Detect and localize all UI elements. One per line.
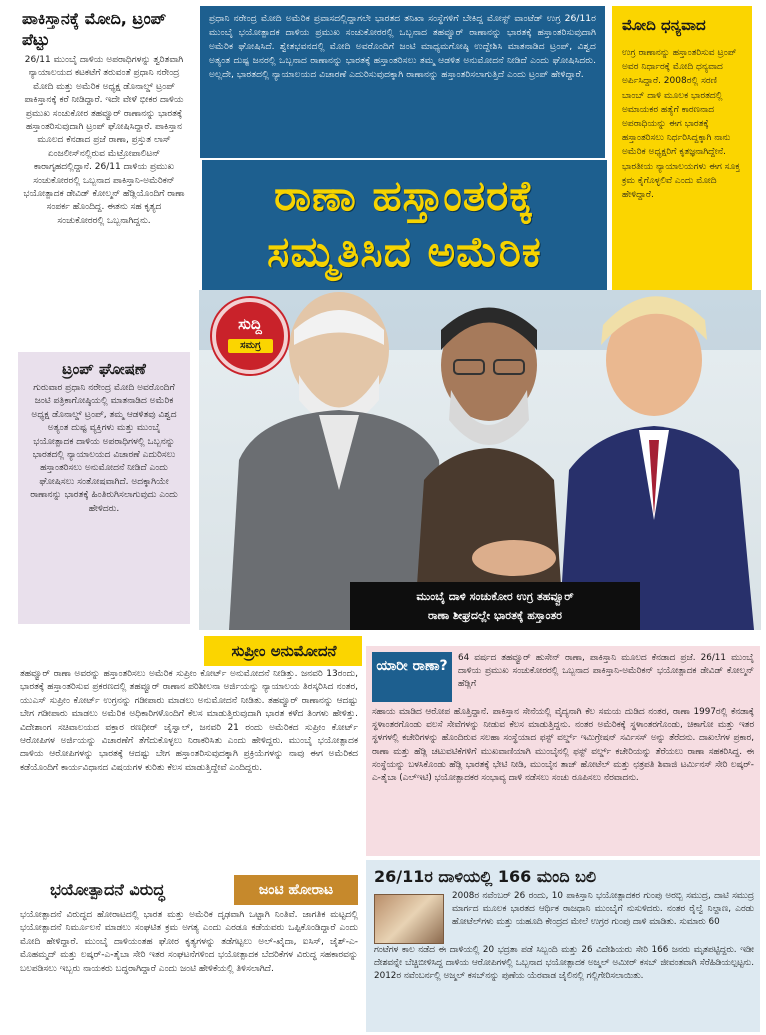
article-modi-thanks-body: ಉಗ್ರ ರಾಣಾನನ್ನು ಹಸ್ತಾಂತರಿಸುವ ಟ್ರಂಪ್ ಅವರ ನಿರ್ಧಾರಕ್ಕೆ ಮೋದಿ ಧನ್ಯವಾದ ಅರ್ಪಿಸಿದ್ದಾರೆ. 2008ರಲ್ಲಿ ಸರಣಿ ಬಾಂಬ್ ದಾಳಿ ಮೂಲಕ ಭಾರತದಲ್ಲಿ ಅಮಾಯಕರ ಹತ್ಯೆಗೆ ಕಾರಣನಾದ ಅಪರಾಧಿಯನ್ನು ಈಗ ಭಾರತಕ್ಕೆ ಹಸ್ತಾಂತರಿಸಲು ನಿರ್ಧರಿಸಿದ್ದಕ್ಕಾಗಿ ನಾನು ಅಮೆರಿಕ ಅಧ್ಯಕ್ಷರಿಗೆ ಕೃತಜ್ಞನಾಗಿದ್ದೇನೆ. ಭಾರತೀಯ ನ್ಯಾಯಾಲಯಗಳು ಈಗ ಸೂಕ್ತ ಕ್ರಮ ಕೈಗೊಳ್ಳಲಿವೆ ಎಂದು ಮೋದಿ ಹೇಳಿದ್ದಾರೆ. [622, 48, 741, 201]
article-who-is-rana [366, 646, 760, 856]
article-pakistan-headline: ಪಾಕಿಸ್ತಾನಕ್ಕೆ ಮೋದಿ, ಟ್ರಂಪ್ ಪೆಟ್ಟು [22, 9, 167, 49]
article-trump-announcement [18, 352, 190, 624]
article-struggle-headline-b: ಜಂಟಿ ಹೋರಾಟ [234, 875, 358, 905]
article-modi-thanks-headline: ಮೋದಿ ಧನ್ಯವಾದ [622, 16, 706, 34]
article-modi-thanks [612, 6, 752, 292]
main-headline-line-1: ರಾಣಾ ಹಸ್ತಾಂತರಕ್ಕೆ [274, 171, 535, 220]
article-attack-headline: 26/11ರ ದಾಳಿಯಲ್ಲಿ 166 ಮಂದಿ ಬಲಿ [374, 867, 597, 886]
attack-photo [374, 894, 444, 944]
article-joint-struggle [14, 873, 362, 1031]
article-who-body-a: 64 ವರ್ಷದ ತಹವ್ವೂರ್ ಹುಸೇನ್ ರಾಣಾ, ಪಾಕಿಸ್ತಾನಿ ಮೂಲದ ಕೆನಡಾದ ಪ್ರಜೆ. 26/11 ಮುಂಬೈ ದಾಳಿಯ ಪ್ರಮುಖ ಸಂಚುಕೋರರಲ್ಲಿ ಒಬ್ಬನಾದ ಪಾಕಿಸ್ತಾನಿ-ಅಮೆರಿಕನ್ ಭಯೋತ್ಪಾದಕ ಡೇವಿಡ್ ಕೋಲ್ಮನ್ ಹೆಡ್ಲಿಗೆ [458, 653, 754, 689]
article-trump-body: ಗುರುವಾರ ಪ್ರಧಾನಿ ನರೇಂದ್ರ ಮೋದಿ ಅವರೊಂದಿಗೆ ಜಂಟಿ ಪತ್ರಿಕಾಗೋಷ್ಠಿಯಲ್ಲಿ ಮಾತನಾಡಿದ ಅಮೆರಿಕ ಅಧ್ಯಕ್ಷ ಡೊನಾಲ್ಡ್ ಟ್ರಂಪ್, ತಮ್ಮ ಆಡಳಿತವು ವಿಶ್ವದ ಅತ್ಯಂತ ದುಷ್ಟ ವ್ಯಕ್ತಿಗಳು ಮತ್ತು ಮುಂಬೈ ಭಯೋತ್ಪಾದಕ ದಾಳಿಯ ಅಪರಾಧಿಗಳಲ್ಲಿ ಒಬ್ಬನನ್ನು ಭಾರತದಲ್ಲಿ ನ್ಯಾಯಾಲಯದ ವಿಚಾರಣೆ ಎದುರಿಸಲು ಹಸ್ತಾಂತರಿಸಲು ಅನುಮೋದನೆ ನೀಡಿದೆ ಎಂದು ಘೋಷಿಸಲು ಸಂತೋಷವಾಗಿದೆ. ಅದಕ್ಕಾಗಿಯೇ ರಾಣಾನನ್ನು ಭಾರತಕ್ಕೆ ಹಿಂತಿರುಗಿಸಲಾಗುವುದು ಎಂದು ಹೇಳಿದರು. [30, 383, 178, 514]
article-who-body-b: ಸಹಾಯ ಮಾಡಿದ ಆರೋಪ ಹೊತ್ತಿದ್ದಾನೆ. ಪಾಕಿಸ್ತಾನ ಸೇನೆಯಲ್ಲಿ ವೈದ್ಯನಾಗಿ ಕೆಲ ಸಮಯ ದುಡಿದ ನಂತರ, ರಾಣಾ 1997ರಲ್ಲಿ ಕೆನಡಾಕ್ಕೆ ಸ್ಥಳಾಂತರಗೊಂಡು ವಲಸೆ ಸೇವೆಗಳನ್ನು ನೀಡುವ ಕೆಲಸ ಮಾಡುತ್ತಿದ್ದನು. ನಂತರ ಅಮೆರಿಕಕ್ಕೆ ಸ್ಥಳಾಂತರಗೊಂಡು, ಚಿಕಾಗೋ ಮತ್ತು ಇತರ ಸ್ಥಳಗಳಲ್ಲಿ ಕಚೇರಿಗಳನ್ನು ಹೊಂದಿರುವ ಸಲಹಾ ಸಂಸ್ಥೆಯಾದ ಫಸ್ಟ್ ವರ್ಲ್ಡ್ ಇಮಿಗ್ರೇಷನ್ ಸರ್ವಿಸಸ್ ಅನ್ನು ತೆರೆದನು. ದಾಖಲೆಗಳ ಪ್ರಕಾರ, ರಾಣಾ ಮತ್ತು ಹೆಡ್ಲಿ ಚಟುವಟಿಕೆಗಳಿಗೆ ಮುಖವಾಣಿಯಾಗಿ ಮುಂಬೈನಲ್ಲಿ ಫಸ್ಟ್ ವರ್ಲ್ಡ್ ಕಚೇರಿಯನ್ನು ತೆರೆಯಲು ರಾಣಾ ಸಹಕರಿಸಿದ್ದ. ಈ ಸಂಸ್ಥೆಯನ್ನು ಬಳಸಿಕೊಂಡು ಹೆಡ್ಲಿ ಭಾರತಕ್ಕೆ ಭೇಟಿ ನೀಡಿ, ಮುಂಬೈನ ತಾಜ್ ಹೋಟೆಲ್ ಮತ್ತು ಛತ್ರಪತಿ ಶಿವಾಜಿ ಟರ್ಮಿನಸ್ ಸೇರಿ ಲಷ್ಕರ್-ಎ-ತೈಬಾ (ಎಲ್‌ಇಟಿ) ಭಯೋತ್ಪಾದಕರ ಸಂಭಾವ್ಯ ದಾಳಿ ನಡೆಸಲು ಸಂಚು ರೂಪಿಸಲು ನೆರವಾದನು. [372, 707, 754, 784]
photo-caption [350, 582, 640, 630]
article-2611-attack [366, 860, 760, 1032]
main-headline-line-2: ಸಮ್ಮತಿಸಿದ ಅಮೆರಿಕ [267, 227, 542, 276]
lead-summary [200, 6, 605, 158]
lead-summary-text: ಪ್ರಧಾನಿ ನರೇಂದ್ರ ಮೋದಿ ಅಮೆರಿಕ ಪ್ರವಾಸದಲ್ಲಿದ್ದಾಗಲೇ ಭಾರತದ ತನಿಖಾ ಸಂಸ್ಥೆಗಳಿಗೆ ಬೇಕಿದ್ದ ಮೋಸ್ಟ್ ವಾಂಟೆಡ್ ಉಗ್ರ 26/11ರ ಮುಂಬೈ ಭಯೋತ್ಪಾದಕ ದಾಳಿಯ ಪ್ರಮುಖ ಸಂಚುಕೋರರಲ್ಲಿ ಒಬ್ಬನಾದ ತಹವ್ವೂರ್ ರಾಣಾನನ್ನು ಭಾರತಕ್ಕೆ ಹಸ್ತಾಂತರಿಸುವುದಾಗಿ ಅಮೆರಿಕ ಘೋಷಿಸಿದೆ. ಶ್ವೇತಭವನದಲ್ಲಿ ಮೋದಿ ಅವರೊಂದಿಗೆ ಜಂಟಿ ಮಾಧ್ಯಮಗೋಷ್ಠಿ ಉದ್ದೇಶಿಸಿ ಮಾತನಾಡಿದ ಟ್ರಂಪ್, ವಿಶ್ವದ ಅತ್ಯಂತ ದುಷ್ಟ ಜನರಲ್ಲಿ ಒಬ್ಬನಾದ ರಾಣಾನನ್ನು ಭಾರತಕ್ಕೆ ಹಸ್ತಾಂತರಿಸಲು ತಮ್ಮ ಆಡಳಿತ ಅನುಮೋದನೆ ನೀಡಿದೆ ಎಂದು ಘೋಷಿಸಿದರು. ಅಲ್ಲದೇ, ಭಾರತದಲ್ಲಿ ನ್ಯಾಯಾಲಯದ ವಿಚಾರಣೆ ಎದುರಿಸುವುದಕ್ಕಾಗಿ ರಾಣಾನನ್ನು ಹಸ್ತಾಂತರಿಸಲಾಗುತ್ತಿದೆ ಎಂದು ಟ್ರಂಪ್ ಹೇಳಿದ್ದಾರೆ. [209, 13, 596, 80]
article-supreme-approval [14, 636, 362, 868]
article-supreme-headline: ಸುಪ್ರೀಂ ಅನುಮೋದನೆ [204, 636, 362, 666]
article-trump-headline: ಟ್ರಂಪ್ ಘೋಷಣೆ [62, 360, 146, 378]
sudhi-samagra-badge [212, 298, 288, 374]
handshake [472, 540, 556, 576]
article-pakistan [14, 6, 192, 342]
article-attack-body-b: ಗಂಟೆಗಳ ಕಾಲ ನಡೆದ ಈ ದಾಳಿಯಲ್ಲಿ 20 ಭದ್ರತಾ ಪಡೆ ಸಿಬ್ಬಂದಿ ಮತ್ತು 26 ವಿದೇಶಿಯರು ಸೇರಿ 166 ಜನರು ಮೃತಪಟ್ಟಿದ್ದರು. ಇಡೀ ದೇಶವನ್ನೇ ಬೆಚ್ಚಿಬೀಳಿಸಿದ್ದ ದಾಳಿಯ ಆರೋಪಿಗಳಲ್ಲಿ ಒಬ್ಬನಾದ ಭಯೋತ್ಪಾದಕ ಅಜ್ಮಲ್ ಅಮೀರ್ ಕಸಬ್ ಜೀವಂತವಾಗಿ ಸೆರೆಹಿಡಿಯಲ್ಪಟ್ಟನು. 2012ರ ನವೆಂಬರ್ನಲ್ಲಿ ಅಜ್ಮಲ್ ಕಸಬ್‌ನನ್ನು ಪುಣೆಯ ಯೆರವಾಡ ಜೈಲಿನಲ್ಲಿ ಗಲ್ಲಿಗೇರಿಸಲಾಯಿತು. [374, 945, 754, 981]
article-supreme-body: ತಹವ್ವೂರ್ ರಾಣಾ ಅವರನ್ನು ಹಸ್ತಾಂತರಿಸಲು ಅಮೆರಿಕ ಸುಪ್ರೀಂ ಕೋರ್ಟ್ ಅನುಮೋದನೆ ನೀಡಿತ್ತು. ಜನವರಿ 13ರಂದು, ಭಾರತಕ್ಕೆ ಹಸ್ತಾಂತರಿಸುವ ಪ್ರಕರಣದಲ್ಲಿ ತಹವ್ವೂರ್ ರಾಣಾನ ಪರಿಶೀಲನಾ ಅರ್ಜಿಯನ್ನು ನ್ಯಾಯಾಲಯ ತಿರಸ್ಕರಿಸಿದ ನಂತರ, ಯುಎಸ್ ಸುಪ್ರೀಂ ಕೋರ್ಟ್ ಉಗ್ರನನ್ನು ಗಡೀಪಾರು ಮಾಡಲು ಅನುಮೋದನೆ ನೀಡಿತು. ತಹವ್ವೂರ್ ರಾಣಾನನ್ನು ಆದಷ್ಟು ಬೇಗ ಗಡೀಪಾರು ಮಾಡಲು ಅಮೆರಿಕ ಅಧಿಕಾರಿಗಳೊಂದಿಗೆ ಕೆಲಸ ಮಾಡುತ್ತಿರುವುದಾಗಿ ಭಾರತ ಕಳೆದ ತಿಂಗಳು ಹೇಳಿತ್ತು. ವಿದೇಶಾಂಗ ಸಚಿವಾಲಯದ ವಕ್ತಾರ ರಣಧೀರ್ ಜೈಸ್ವಾಲ್, ಜನವರಿ 21 ರಂದು ಅಮೆರಿಕದ ಸುಪ್ರೀಂ ಕೋರ್ಟ್ ಆರೋಪಿಗಳ ಅರ್ಜಿಯನ್ನು ವಿಚಾರಣೆಗೆ ತೆಗೆದುಕೊಳ್ಳಲು ನಿರಾಕರಿಸಿತು ಎಂದು ಹೇಳಿದ್ದರು. ಮುಂಬೈ ಭಯೋತ್ಪಾದಕ ದಾಳಿಯ ಆರೋಪಿಗಳನ್ನು ಭಾರತಕ್ಕೆ ಆದಷ್ಟು ಬೇಗ ಹಸ್ತಾಂತರಿಸುವುದಕ್ಕಾಗಿ ಪ್ರಕ್ರಿಯೆಗಳನ್ನು ನಾವು ಈಗ ಅಮೆರಿಕದ ಕಡೆಯೊಂದಿಗೆ ಕಾರ್ಯವಿಧಾನದ ವಿಷಯಗಳ ಕುರಿತು ಕೆಲಸ ಮಾಡುತ್ತಿದ್ದೇವೆ ಎಂದಿದ್ದರು. [20, 669, 358, 773]
photo-caption-line-2: ರಾಣಾ ಶೀಘ್ರದಲ್ಲೇ ಭಾರತಕ್ಕೆ ಹಸ್ತಾಂತರ [427, 609, 563, 622]
badge-line-2: ಸಮಗ್ರ [228, 339, 273, 353]
badge-line-1: ಸುದ್ದಿ [238, 315, 262, 333]
main-headline [202, 160, 607, 295]
article-who-headline: ಯಾರೀ ರಾಣಾ? [372, 652, 452, 702]
article-struggle-headline-a: ಭಯೋತ್ಪಾದನೆ ವಿರುದ್ಧ [50, 880, 165, 899]
photo-caption-line-1: ಮುಂಬೈ ದಾಳಿ ಸಂಚುಕೋರ ಉಗ್ರ ತಹವ್ವೂರ್ [416, 590, 574, 603]
article-attack-body-a: 2008ರ ನವೆಂಬರ್ 26 ರಂದು, 10 ಪಾಕಿಸ್ತಾನಿ ಭಯೋತ್ಪಾದಕರ ಗುಂಪು ಅರಬ್ಬಿ ಸಮುದ್ರ, ದಾಟಿ ಸಮುದ್ರ ಮಾರ್ಗದ ಮೂಲಕ ಭಾರತದ ಆರ್ಥಿಕ ರಾಜಧಾನಿ ಮುಂಬೈಗೆ ನುಸುಳಿದರು. ನಂತರ ರೈಲ್ವೆ ನಿಲ್ದಾಣ, ಎರಡು ಹೋಟೆಲ್‌ಗಳು ಮತ್ತು ಯಹೂದಿ ಕೇಂದ್ರದ ಮೇಲೆ ಉಗ್ರರ ಗುಂಪು ದಾಳಿ ಮಾಡಿತು. ಸುಮಾರು 60 [452, 891, 754, 927]
article-pakistan-body: 26/11 ಮುಂಬೈ ದಾಳಿಯ ಅಪರಾಧಿಗಳನ್ನು ತ್ವರಿತವಾಗಿ ನ್ಯಾಯಾಲಯದ ಕಟಕಟೆಗೆ ತರುವಂತೆ ಪ್ರಧಾನಿ ನರೇಂದ್ರ ಮೋದಿ ಮತ್ತು ಅಮೆರಿಕ ಅಧ್ಯಕ್ಷ ಡೊನಾಲ್ಡ್ ಟ್ರಂಪ್ ಪಾಕಿಸ್ತಾನಕ್ಕೆ ಕರೆ ನೀಡಿದ್ದಾರೆ. ಇದೇ ವೇಳೆ ಭೀಕರ ದಾಳಿಯ ಪ್ರಮುಖ ಸಂಚುಕೋರ ತಹವ್ವೂರ್ ರಾಣಾನನ್ನು ಭಾರತಕ್ಕೆ ಹಸ್ತಾಂತರಿಸುವುದಾಗಿ ಟ್ರಂಪ್ ಘೋಷಿಸಿದ್ದಾರೆ. ಪಾಕಿಸ್ತಾನ ಮೂಲದ ಕೆನಡಾದ ಪ್ರಜೆ ರಾಣಾ, ಪ್ರಸ್ತುತ ಲಾಸ್ ಏಂಜಲೀಸ್‌ನಲ್ಲಿರುವ ಮೆಟ್ರೋಪಾಲಿಟನ್ ಕಾರಾಗೃಹದಲ್ಲಿದ್ದಾನೆ. 26/11 ದಾಳಿಯ ಪ್ರಮುಖ ಸಂಚುಕೋರರಲ್ಲಿ ಒಬ್ಬನಾದ ಪಾಕಿಸ್ತಾನಿ-ಅಮೆರಿಕನ್ ಭಯೋತ್ಪಾದಕ ಡೇವಿಡ್ ಕೋಲ್ಮನ್ ಹೆಡ್ಲಿಯೊಂದಿಗೆ ರಾಣಾ ಸಂಪರ್ಕ ಹೊಂದಿದ್ದ. ಈತನು ಸಹ ಕೃತ್ಯದ ಸಂಚುಕೋರರಲ್ಲಿ ಒಬ್ಬನಾಗಿದ್ದನು. [23, 55, 185, 226]
article-struggle-body: ಭಯೋತ್ಪಾದನೆ ವಿರುದ್ಧದ ಹೋರಾಟದಲ್ಲಿ ಭಾರತ ಮತ್ತು ಅಮೆರಿಕ ದೃಢವಾಗಿ ಒಟ್ಟಾಗಿ ನಿಂತಿವೆ. ಜಾಗತಿಕ ಮಟ್ಟದಲ್ಲಿ ಭಯೋತ್ಪಾದನೆ ನಿರ್ಮೂಲನೆ ಮಾಡಲು ಸಂಘಟಿತ ಕ್ರಮ ಅಗತ್ಯ ಎಂದು ಎರಡೂ ಕಡೆಯವರು ಒಪ್ಪಿಕೊಂಡಿದ್ದಾರೆ ಎಂದು ಮೋದಿ ಹೇಳಿದ್ದಾರೆ. ಮುಂಬೈ ದಾಳಿಯಂತಹ ಘೋರ ಕೃತ್ಯಗಳನ್ನು ತಡೆಗಟ್ಟಲು ಅಲ್-ಖೈದಾ, ಐಸಿಸ್, ಜೈಶ್-ಎ-ಮೊಹಮ್ಮದ್ ಮತ್ತು ಲಷ್ಕರ್-ಎ-ತೈಬಾ ಸೇರಿ ಇತರ ಸಂಘಟನೆಗಳಿಂದ ಭಯೋತ್ಪಾದಕ ಬೆದರಿಕೆಗಳ ವಿರುದ್ಧ ಸಹಕಾರವನ್ನು ಬಲಪಡಿಸಲು ಇಬ್ಬರು ನಾಯಕರು ಬದ್ಧರಾಗಿದ್ದಾರೆ ಎಂದು ಜಂಟಿ ಹೇಳಿಕೆಯಲ್ಲಿ ತಿಳಿಸಲಾಗಿದೆ. [20, 910, 358, 974]
